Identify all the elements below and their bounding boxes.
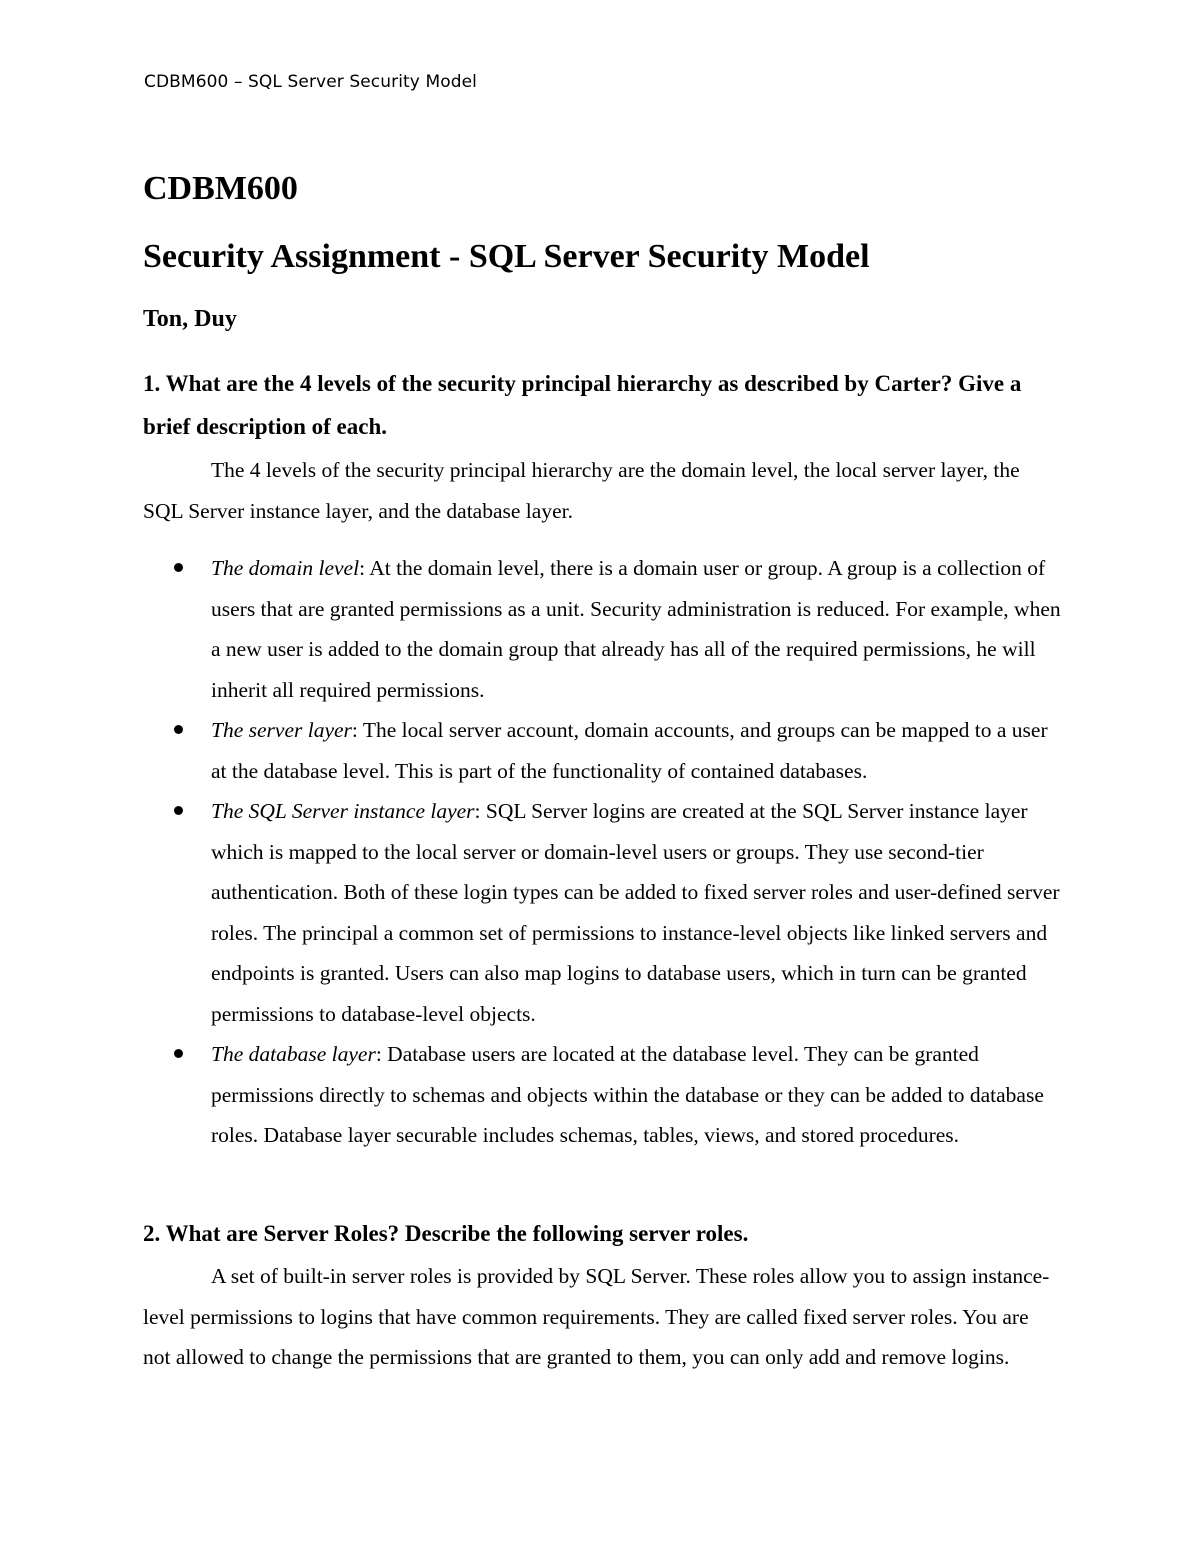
list-item xyxy=(211,710,1061,791)
course-code: CDBM600 xyxy=(143,170,298,207)
question-1-heading: 1. What are the 4 levels of the security principal hierarchy as described by Carter? Give a brief description of each. xyxy=(143,371,1022,439)
bullet-icon xyxy=(174,1049,183,1058)
list-item xyxy=(211,791,1061,1034)
level-term: The database layer xyxy=(211,1042,376,1066)
level-term: The domain level xyxy=(211,556,360,580)
level-description: : The local server account, domain accounts, and groups can be mapped to a user at the database level. This is part of the functionality of contained databases. xyxy=(211,718,1048,783)
bullet-icon xyxy=(174,725,183,734)
list-item xyxy=(211,1034,1061,1156)
level-description: : SQL Server logins are created at the SQL Server instance layer which is mapped to the local server or domain-level users or groups. They use second-tier authentication. Both of these login types can be added to fixed server roles and user-defined server roles. The principal a common set of permissions to instance-level objects like linked servers and endpoints is granted. Users can also map logins to database users, which in turn can be granted permissions to database-level objects. xyxy=(211,799,1060,1026)
hierarchy-level-list xyxy=(211,548,1061,1156)
list-item xyxy=(211,548,1061,710)
level-term: The server layer xyxy=(211,718,352,742)
author-name: Ton, Duy xyxy=(143,306,237,332)
level-description: : Database users are located at the database level. They can be granted permissions directly to schemas and objects within the database or they can be added to database roles. Database layer securable includes schemas, tables, views, and stored procedures. xyxy=(211,1042,1044,1147)
document-title: Security Assignment - SQL Server Security Model xyxy=(143,238,870,275)
question-2-intro: A set of built-in server roles is provided by SQL Server. These roles allow you to assign instance-level permissions to logins that have common requirements. They are called fixed server roles. You are not allowed to change the permissions that are granted to them, you can only add and remove logins. xyxy=(143,1264,1050,1369)
bullet-icon xyxy=(174,806,183,815)
running-header: CDBM600 – SQL Server Security Model xyxy=(144,72,477,92)
question-1-intro: The 4 levels of the security principal hierarchy are the domain level, the local server layer, the SQL Server instance layer, and the database layer. xyxy=(143,458,1020,523)
bullet-icon xyxy=(174,563,183,572)
level-description: : At the domain level, there is a domain user or group. A group is a collection of users that are granted permissions as a unit. Security administration is reduced. For example, when a new user is added to the domain group that already has all of the required permissions, he will inherit all required permissions. xyxy=(211,556,1061,702)
level-term: The SQL Server instance layer xyxy=(211,799,475,823)
question-2-heading: 2. What are Server Roles? Describe the following server roles. xyxy=(143,1221,749,1246)
